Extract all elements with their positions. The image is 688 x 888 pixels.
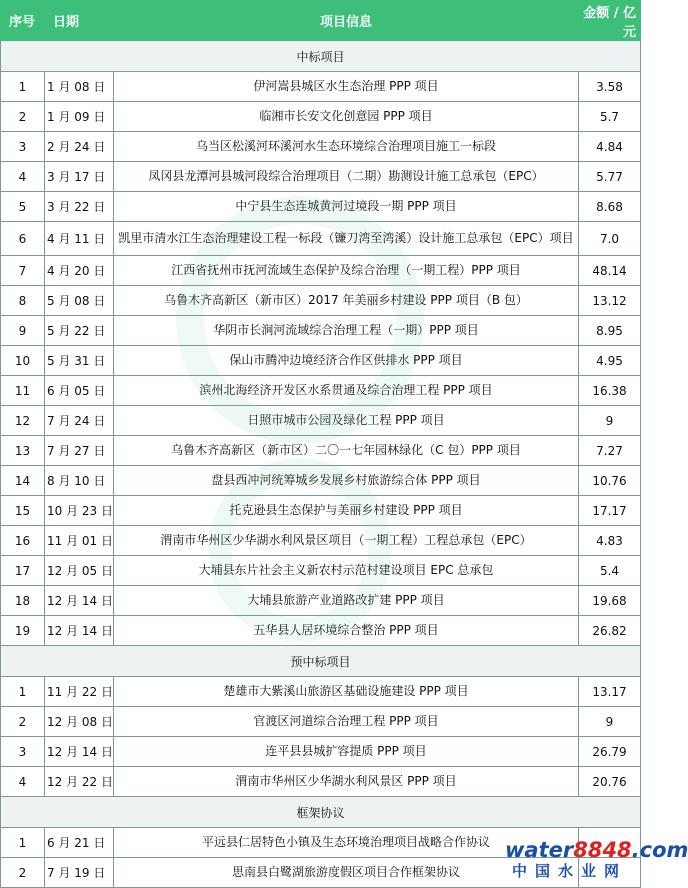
- row-amount: 8.95: [579, 316, 641, 346]
- row-date: 7 月 27 日: [45, 436, 114, 466]
- table-row: [1, 102, 641, 132]
- row-index: 5: [1, 192, 45, 222]
- row-project-name: 盘县西冲河统筹城乡发展乡村旅游综合体 PPP 项目: [114, 466, 579, 496]
- row-project-name: 五华县人居环境综合整治 PPP 项目: [114, 616, 579, 646]
- row-index: 15: [1, 496, 45, 526]
- row-date: 11 月 22 日: [45, 677, 114, 707]
- row-project-name: 大埔县旅游产业道路改扩建 PPP 项目: [114, 586, 579, 616]
- row-amount: 17.17: [579, 496, 641, 526]
- row-project-name: 临湘市长安文化创意园 PPP 项目: [114, 102, 579, 132]
- table-row: [1, 316, 641, 346]
- row-date: 3 月 22 日: [45, 192, 114, 222]
- row-index: 7: [1, 256, 45, 286]
- row-amount: 48.14: [579, 256, 641, 286]
- row-date: 4 月 11 日: [45, 222, 114, 256]
- row-index: 12: [1, 406, 45, 436]
- row-project-name: 凤冈县龙潭河县城河段综合治理项目（二期）勘测设计施工总承包（EPC）: [114, 162, 579, 192]
- row-project-name: 平远县仁居特色小镇及生态环境治理项目战略合作协议: [114, 828, 579, 858]
- row-amount: 26.82: [579, 616, 641, 646]
- row-date: 5 月 22 日: [45, 316, 114, 346]
- header-index: 序号: [1, 1, 45, 41]
- row-project-name: 乌鲁木齐高新区（新市区）2017 年美丽乡村建设 PPP 项目（B 包）: [114, 286, 579, 316]
- table-row: [1, 376, 641, 406]
- table-row: [1, 707, 641, 737]
- section-row: [1, 646, 641, 677]
- row-index: 1: [1, 828, 45, 858]
- row-project-name: 官渡区河道综合治理工程 PPP 项目: [114, 707, 579, 737]
- table-row: [1, 677, 641, 707]
- row-project-name: 渭南市华州区少华湖水利风景区 PPP 项目: [114, 767, 579, 797]
- row-date: 12 月 22 日: [45, 767, 114, 797]
- row-project-name: 托克逊县生态保护与美丽乡村建设 PPP 项目: [114, 496, 579, 526]
- row-amount: 13.17: [579, 677, 641, 707]
- row-index: 8: [1, 286, 45, 316]
- header-info: 项目信息: [114, 1, 579, 41]
- row-date: 11 月 01 日: [45, 526, 114, 556]
- row-index: 6: [1, 222, 45, 256]
- table-body: [1, 41, 641, 888]
- row-date: 12 月 05 日: [45, 556, 114, 586]
- table-row: [1, 406, 641, 436]
- row-index: 4: [1, 767, 45, 797]
- row-date: 2 月 24 日: [45, 132, 114, 162]
- row-date: 7 月 19 日: [45, 858, 114, 888]
- row-index: 9: [1, 316, 45, 346]
- row-amount: 10.76: [579, 466, 641, 496]
- section-title: 预中标项目: [1, 646, 641, 677]
- row-date: 5 月 08 日: [45, 286, 114, 316]
- table-row: [1, 72, 641, 102]
- row-index: 13: [1, 436, 45, 466]
- table-row: [1, 556, 641, 586]
- row-date: 1 月 08 日: [45, 72, 114, 102]
- row-date: 6 月 21 日: [45, 828, 114, 858]
- table-row: [1, 616, 641, 646]
- row-project-name: 乌鲁木齐高新区（新市区）二〇一七年园林绿化（C 包）PPP 项目: [114, 436, 579, 466]
- row-date: 12 月 08 日: [45, 707, 114, 737]
- row-project-name: 华阴市长涧河流域综合治理工程（一期）PPP 项目: [114, 316, 579, 346]
- row-index: 19: [1, 616, 45, 646]
- row-project-name: 渭南市华州区少华湖水利风景区项目（一期工程）工程总承包（EPC）: [114, 526, 579, 556]
- table-row: [1, 162, 641, 192]
- row-index: 1: [1, 72, 45, 102]
- row-amount: 16.38: [579, 376, 641, 406]
- row-index: 3: [1, 132, 45, 162]
- row-index: 18: [1, 586, 45, 616]
- table-row: [1, 436, 641, 466]
- table-row: [1, 346, 641, 376]
- row-amount: 9: [579, 707, 641, 737]
- row-project-name: 乌当区松溪河环溪河水生态环境综合治理项目施工一标段: [114, 132, 579, 162]
- row-date: 3 月 17 日: [45, 162, 114, 192]
- table-row: [1, 737, 641, 767]
- table-header-row: [1, 1, 641, 41]
- row-project-name: 伊河嵩县城区水生态治理 PPP 项目: [114, 72, 579, 102]
- row-amount: 13.12: [579, 286, 641, 316]
- header-date: 日期: [45, 1, 114, 41]
- row-date: 4 月 20 日: [45, 256, 114, 286]
- section-title: 框架协议: [1, 797, 641, 828]
- section-row: [1, 797, 641, 828]
- table-row: [1, 192, 641, 222]
- row-date: 12 月 14 日: [45, 616, 114, 646]
- row-index: 2: [1, 102, 45, 132]
- row-date: 7 月 24 日: [45, 406, 114, 436]
- row-amount: 4.95: [579, 346, 641, 376]
- row-amount: 19.68: [579, 586, 641, 616]
- row-amount: 4.84: [579, 132, 641, 162]
- row-amount: 5.4: [579, 556, 641, 586]
- table-row: [1, 586, 641, 616]
- row-project-name: 滨州北海经济开发区水系贯通及综合治理工程 PPP 项目: [114, 376, 579, 406]
- row-project-name: 保山市腾冲边境经济合作区供排水 PPP 项目: [114, 346, 579, 376]
- watermark-logo: water8848.com: [505, 838, 688, 862]
- row-amount: 26.79: [579, 737, 641, 767]
- row-amount: 5.7: [579, 102, 641, 132]
- row-amount: 20.76: [579, 767, 641, 797]
- table-row: [1, 222, 641, 256]
- row-project-name: 凯里市清水江生态治理建设工程一标段（镰刀湾至湾溪）设计施工总承包（EPC）项目: [114, 222, 579, 256]
- row-index: 17: [1, 556, 45, 586]
- header-amount: 金额 / 亿元: [579, 1, 641, 41]
- row-project-name: 连平县县城扩容提质 PPP 项目: [114, 737, 579, 767]
- section-title: 中标项目: [1, 41, 641, 72]
- row-date: 12 月 14 日: [45, 737, 114, 767]
- row-project-name: 江西省抚州市抚河流域生态保护及综合治理（一期工程）PPP 项目: [114, 256, 579, 286]
- row-index: 4: [1, 162, 45, 192]
- table-row: [1, 526, 641, 556]
- row-project-name: 日照市城市公园及绿化工程 PPP 项目: [114, 406, 579, 436]
- row-date: 1 月 09 日: [45, 102, 114, 132]
- row-date: 8 月 10 日: [45, 466, 114, 496]
- table-row: [1, 466, 641, 496]
- row-amount: 7.27: [579, 436, 641, 466]
- section-row: [1, 41, 641, 72]
- row-date: 12 月 14 日: [45, 586, 114, 616]
- row-amount: 3.58: [579, 72, 641, 102]
- row-project-name: 思南县白鹭湖旅游度假区项目合作框架协议: [114, 858, 579, 888]
- row-amount: 8.68: [579, 192, 641, 222]
- row-index: 3: [1, 737, 45, 767]
- table-row: [1, 256, 641, 286]
- table-row: [1, 767, 641, 797]
- row-project-name: 中宁县生态连城黄河过境段一期 PPP 项目: [114, 192, 579, 222]
- row-project-name: 大埔县东片社会主义新农村示范村建设项目 EPC 总承包: [114, 556, 579, 586]
- row-index: 1: [1, 677, 45, 707]
- row-amount: 9: [579, 406, 641, 436]
- row-index: 14: [1, 466, 45, 496]
- row-project-name: 楚雄市大紫溪山旅游区基础设施建设 PPP 项目: [114, 677, 579, 707]
- row-date: 6 月 05 日: [45, 376, 114, 406]
- table-row: [1, 496, 641, 526]
- row-index: 2: [1, 707, 45, 737]
- row-index: 2: [1, 858, 45, 888]
- row-date: 10 月 23 日: [45, 496, 114, 526]
- table-row: [1, 286, 641, 316]
- row-index: 10: [1, 346, 45, 376]
- row-index: 11: [1, 376, 45, 406]
- row-amount: 4.83: [579, 526, 641, 556]
- row-amount: 7.0: [579, 222, 641, 256]
- row-index: 16: [1, 526, 45, 556]
- watermark-cn: 中国水业网: [512, 862, 628, 880]
- table-row: [1, 132, 641, 162]
- row-date: 5 月 31 日: [45, 346, 114, 376]
- row-amount: 5.77: [579, 162, 641, 192]
